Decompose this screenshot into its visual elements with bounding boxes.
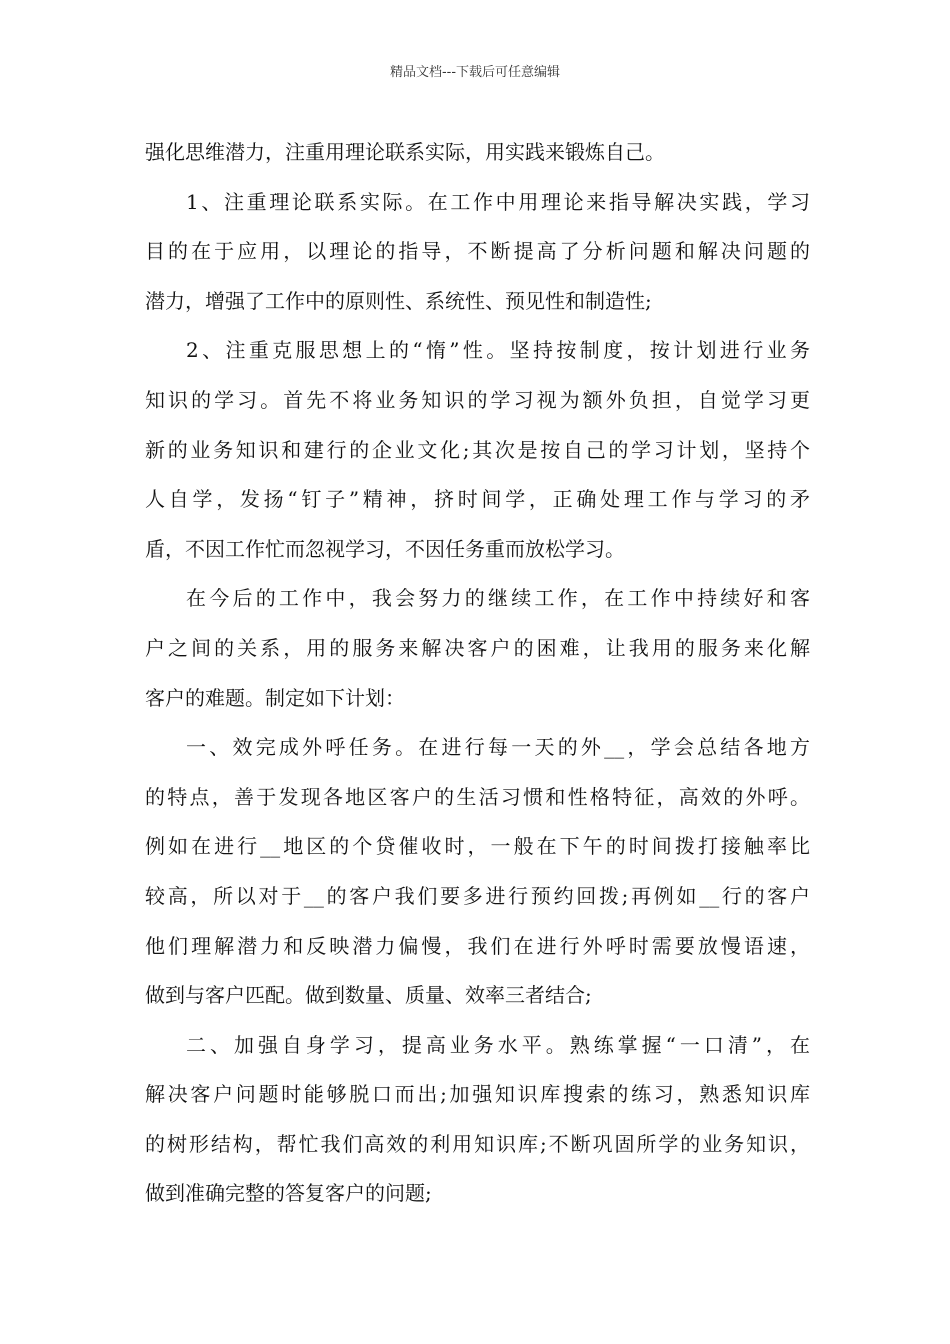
text-line: 1、注重理论联系实际。在工作中用理论来指导解决实践，学习 bbox=[186, 189, 810, 214]
text-line: 例如在进行__地区的个贷催收时，一般在下午的时间拨打接触率比 bbox=[145, 834, 810, 859]
text-line: 一、效完成外呼任务。在进行每一天的外__，学会总结各地方 bbox=[186, 735, 810, 760]
document-body bbox=[145, 128, 810, 1219]
text-line: 强化思维潜力，注重用理论联系实际，用实践来锻炼自己。 bbox=[145, 140, 665, 164]
text-line: 盾，不因工作忙而忽视学习，不因任务重而放松学习。 bbox=[145, 536, 625, 561]
text-line: 客户的难题。制定如下计划： bbox=[145, 685, 405, 710]
text-line: 解决客户问题时能够脱口而出;加强知识库搜索的练习，熟悉知识库 bbox=[145, 1082, 810, 1107]
text-line: 新的业务知识和建行的企业文化;其次是按自己的学习计划，坚持个 bbox=[145, 437, 810, 462]
text-line: 2、注重克服思想上的“惰”性。坚持按制度，按计划进行业务 bbox=[186, 338, 810, 363]
text-line: 的树形结构，帮忙我们高效的利用知识库;不断巩固所学的业务知识， bbox=[145, 1131, 810, 1156]
text-line: 人自学，发扬“钉子”精神，挤时间学，正确处理工作与学习的矛 bbox=[145, 487, 810, 512]
text-line: 的特点，善于发现各地区客户的生活习惯和性格特征，高效的外呼。 bbox=[145, 784, 810, 809]
text-line: 目的在于应用，以理论的指导，不断提高了分析问题和解决问题的 bbox=[145, 239, 810, 264]
text-line: 做到与客户匹配。做到数量、质量、效率三者结合; bbox=[145, 983, 592, 1008]
text-line: 潜力，增强了工作中的原则性、系统性、预见性和制造性; bbox=[145, 288, 652, 313]
text-line: 他们理解潜力和反映潜力偏慢，我们在进行外呼时需要放慢语速， bbox=[145, 933, 810, 958]
text-line: 二、加强自身学习，提高业务水平。熟练掌握“一口清”，在 bbox=[186, 1032, 810, 1057]
page-header: 精品文档---下载后可任意编辑 bbox=[389, 65, 561, 80]
text-line: 做到准确完整的答复客户的问题; bbox=[145, 1181, 432, 1206]
text-line: 在今后的工作中，我会努力的继续工作，在工作中持续好和客 bbox=[186, 586, 810, 611]
text-line: 户之间的关系，用的服务来解决客户的困难，让我用的服务来化解 bbox=[145, 635, 810, 660]
text-line: 较高，所以对于__的客户我们要多进行预约回拨;再例如__行的客户 bbox=[145, 883, 810, 908]
text-line: 知识的学习。首先不将业务知识的学习视为额外负担，自觉学习更 bbox=[145, 387, 810, 412]
